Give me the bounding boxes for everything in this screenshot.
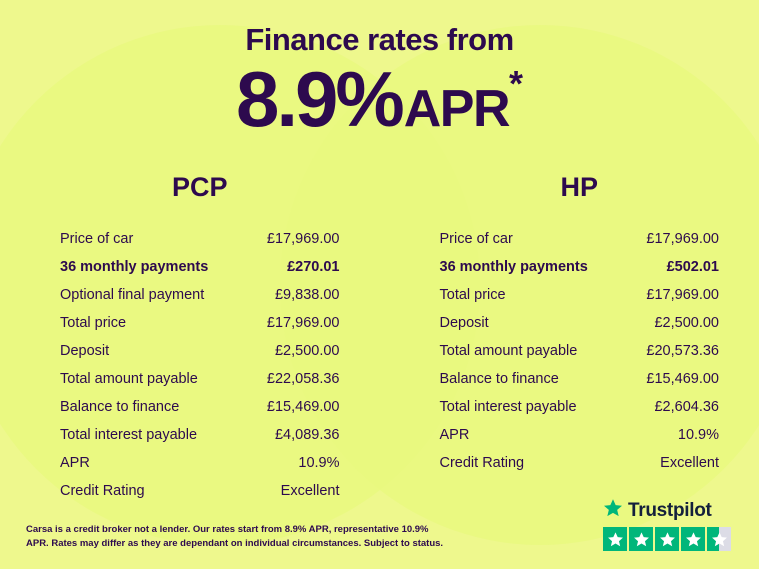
row-value: £17,969.00 bbox=[266, 231, 340, 247]
table-row bbox=[60, 421, 340, 449]
page-title: Finance rates from bbox=[245, 22, 514, 57]
row-label: Total price bbox=[439, 287, 506, 303]
row-label: Credit Rating bbox=[60, 483, 145, 499]
trustpilot-stars bbox=[603, 527, 733, 551]
star-icon bbox=[629, 527, 653, 551]
rate-apr-label: APR bbox=[403, 80, 510, 138]
table-row bbox=[440, 421, 720, 449]
row-label: 36 monthly payments bbox=[60, 259, 209, 275]
trustpilot-star-icon bbox=[603, 498, 623, 523]
finance-comparison bbox=[0, 172, 759, 505]
row-value: £2,500.00 bbox=[274, 343, 340, 359]
row-value: 10.9% bbox=[298, 455, 340, 471]
table-row bbox=[60, 365, 340, 393]
hp-column bbox=[380, 172, 759, 505]
row-label: Total amount payable bbox=[439, 343, 578, 359]
table-row bbox=[440, 337, 720, 365]
row-label: Credit Rating bbox=[439, 455, 525, 471]
row-value: £17,969.00 bbox=[646, 231, 719, 247]
star-icon bbox=[603, 527, 627, 551]
table-row bbox=[60, 449, 340, 477]
table-row bbox=[60, 309, 340, 337]
row-label: Total amount payable bbox=[60, 371, 198, 387]
row-value: Excellent bbox=[660, 455, 719, 471]
row-label: Optional final payment bbox=[60, 287, 205, 303]
row-value: £502.01 bbox=[666, 259, 719, 275]
table-row bbox=[60, 253, 340, 281]
row-label: 36 monthly payments bbox=[439, 259, 588, 275]
trustpilot-rating bbox=[603, 498, 733, 551]
row-value: £9,838.00 bbox=[274, 287, 340, 303]
row-label: Total price bbox=[60, 315, 127, 331]
row-value: £15,469.00 bbox=[266, 399, 340, 415]
table-row bbox=[60, 225, 340, 253]
pcp-column bbox=[0, 172, 380, 505]
rate-asterisk: * bbox=[509, 63, 524, 104]
table-row bbox=[440, 225, 720, 253]
row-value: £20,573.36 bbox=[646, 343, 719, 359]
row-label: Balance to finance bbox=[60, 399, 180, 415]
table-row bbox=[60, 337, 340, 365]
row-value: Excellent bbox=[280, 483, 340, 499]
table-row bbox=[440, 365, 720, 393]
poster-footer bbox=[0, 497, 759, 569]
row-label: APR bbox=[439, 427, 470, 443]
star-half-icon bbox=[707, 527, 731, 551]
table-row bbox=[440, 309, 720, 337]
row-label: Total interest payable bbox=[439, 399, 577, 415]
row-value: £15,469.00 bbox=[646, 371, 719, 387]
row-label: Deposit bbox=[60, 343, 110, 359]
row-value: £2,604.36 bbox=[654, 399, 719, 415]
row-value: £17,969.00 bbox=[646, 287, 719, 303]
trustpilot-logo bbox=[603, 498, 733, 523]
row-value: 10.9% bbox=[677, 427, 719, 443]
rate-percentage: 8.9% bbox=[235, 55, 402, 143]
table-row bbox=[440, 253, 720, 281]
row-value: £4,089.36 bbox=[274, 427, 340, 443]
row-label: Total interest payable bbox=[60, 427, 198, 443]
row-label: Deposit bbox=[439, 315, 489, 331]
star-icon bbox=[655, 527, 679, 551]
table-row bbox=[60, 281, 340, 309]
row-label: Price of car bbox=[439, 231, 513, 247]
table-row bbox=[440, 393, 720, 421]
row-label: Balance to finance bbox=[439, 371, 559, 387]
row-value: £17,969.00 bbox=[266, 315, 340, 331]
pcp-title: PCP bbox=[171, 172, 228, 202]
row-label: Price of car bbox=[60, 231, 134, 247]
star-icon bbox=[681, 527, 705, 551]
row-value: £270.01 bbox=[287, 259, 340, 275]
row-value: £22,058.36 bbox=[266, 371, 340, 387]
rate-headline bbox=[0, 55, 759, 143]
hp-title: HP bbox=[560, 172, 598, 202]
table-row bbox=[60, 393, 340, 421]
row-label: APR bbox=[60, 455, 90, 471]
row-value: £2,500.00 bbox=[654, 315, 719, 331]
disclaimer-text: Carsa is a credit broker not a lender. Our rates start from 8.9% APR, representative 10.9% APR. Rates may differ as they are dependant on individual circumstances. Subject to status. bbox=[26, 524, 444, 550]
table-row bbox=[440, 449, 720, 477]
trustpilot-name: Trustpilot bbox=[628, 499, 712, 521]
table-row bbox=[440, 281, 720, 309]
